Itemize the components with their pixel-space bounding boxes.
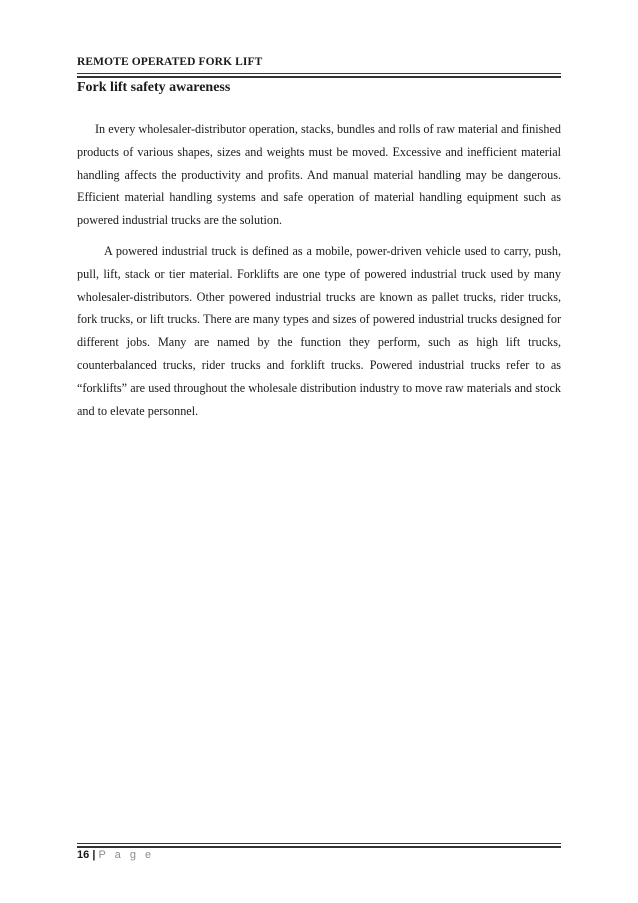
page-footer bbox=[77, 849, 154, 861]
header-rule-bottom bbox=[77, 76, 561, 78]
body-paragraph-2: A powered industrial truck is defined as a mobile, power-driven vehicle used to carry, push, pull, lift, stack or tier material. Forklifts are one type of powered industrial truck used by many wholesaler-distributors. Other powered industrial trucks are known as pallet trucks, rider trucks, fork trucks, or lift trucks. There are many types and sizes of powered industrial trucks designed for different jobs. Many are named by the function they perform, such as high lift trucks, counterbalanced trucks, rider trucks and forklift trucks. Powered industrial trucks refer to as “forklifts” are used throughout the wholesale distribution industry to move raw materials and stock and to elevate personnel. bbox=[77, 244, 561, 418]
page-number: 16 bbox=[77, 849, 90, 861]
footer-rule-bottom bbox=[77, 846, 561, 848]
section-heading: Fork lift safety awareness bbox=[77, 80, 231, 95]
body-paragraph-1: In every wholesaler-distributor operation, stacks, bundles and rolls of raw material and finished products of various shapes, sizes and weights must be moved. Excessive and inefficient material handling affects the productivity and profits. And manual material handling may be dangerous. Efficient material handling systems and safe operation of material handling equipment such as powered industrial trucks are the solution. bbox=[77, 122, 561, 228]
page-label: P a g e bbox=[98, 849, 155, 861]
running-header-title: REMOTE OPERATED FORK LIFT bbox=[77, 56, 263, 68]
page-separator: | bbox=[92, 849, 96, 861]
footer-rule-top bbox=[77, 843, 561, 844]
header-rule-top bbox=[77, 73, 561, 74]
